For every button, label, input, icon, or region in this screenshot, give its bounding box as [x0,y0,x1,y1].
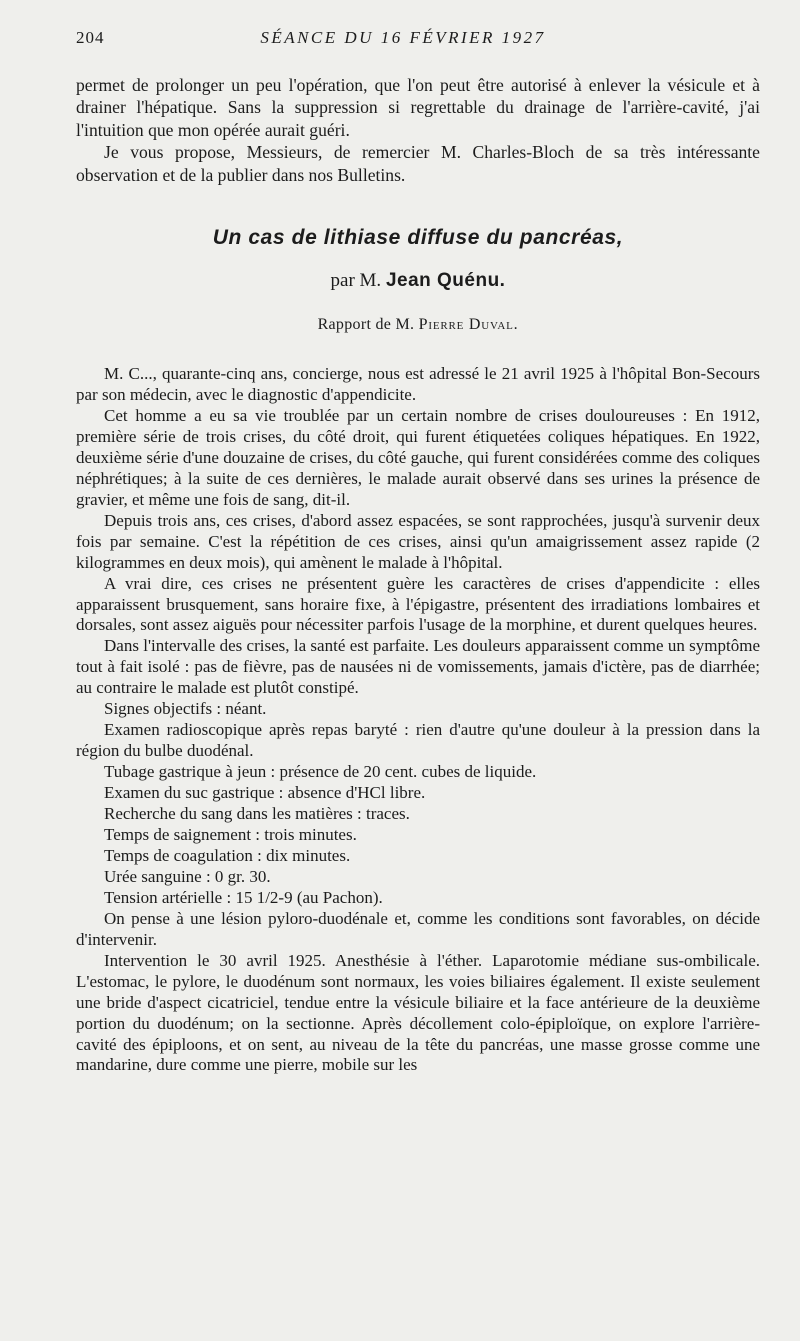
running-head-title: SÉANCE DU 16 FÉVRIER 1927 [260,28,546,47]
paragraph: Depuis trois ans, ces crises, d'abord assez espacées, se sont rapprochées, jusqu'à survenir deux fois par semaine. C'est la répétition de ces crises, ainsi qu'un amaigrissement assez rapide (2 kilogrammes en deux mois), qui amènent le malade à l'hôpital. [76,510,760,572]
paragraph: Intervention le 30 avril 1925. Anesthésie à l'éther. Laparotomie médiane sus-ombilicale. L'estomac, le pylore, le duodénum sont normaux, les voies biliaires également. Il existe seulement une bride d'aspect cicatriciel, tendue entre la vésicule biliaire et la face antérieure de la deuxième portion du duodénum; on la sectionne. Après décollement colo-épiploïque, on explore l'arrière-cavité des épiploons, et on sent, au niveau de la tête du pancréas, une masse grosse comme une mandarine, dure comme une pierre, mobile sur les [76,950,760,1075]
byline [76,270,760,292]
paragraph: permet de prolonger un peu l'opération, que l'on peut être autorisé à enlever la vésicule et à drainer l'hépatique. Sans la suppression si regrettable du drainage de l'arrière-cavité, j'ai l'intuition que mon opérée aurait guéri. [76,75,760,140]
reporter-name: Pierre Duval. [418,316,519,334]
paragraph: Je vous propose, Messieurs, de remercier M. Charles-Bloch de sa très intéressante observation et de la publier dans nos Bulletins. [76,142,760,185]
paragraph: Examen radioscopique après repas baryté : rien d'autre qu'une douleur à la pression dans la région du bulbe duodénal. [76,720,760,761]
paragraph: On pense à une lésion pyloro-duodénale et, comme les conditions sont favorables, on décide d'intervenir. [76,908,760,949]
paragraph: Dans l'intervalle des crises, la santé est parfaite. Les douleurs apparaissent comme un symptôme tout à fait isolé : pas de fièvre, pas de nausées ni de vomissements, jamais d'ictère, pas de diarrhée; au contraire le malade est plutôt constipé. [76,636,760,698]
page-number: 204 [76,28,105,47]
article-body [76,364,760,1076]
paragraph: A vrai dire, ces crises ne présentent guère les caractères de crises d'appendicite : elles apparaissent brusquement, sans horaire fixe, à l'épigastre, présentent des irradiations lombaires et dorsales, sont assez aiguës pour nécessiter parfois l'usage de la morphine, et durent quelques heures. [76,573,760,635]
paragraph: M. C..., quarante-cinq ans, concierge, nous est adressé le 21 avril 1925 à l'hôpital Bon-Secours par son médecin, avec le diagnostic d'appendicite. [76,364,760,404]
author-name: Jean Quénu. [385,270,506,292]
article-title: Un cas de lithiase diffuse du pancréas, [212,226,624,250]
byline-prefix: par M. [330,270,382,292]
paragraph: Urée sanguine : 0 gr. 30. [104,866,271,886]
intro-text [76,74,760,186]
paragraph: Tension artérielle : 15 1/2-9 (au Pachon). [104,887,383,907]
paragraph: Tubage gastrique à jeun : présence de 20 cent. cubes de liquide. [104,762,537,782]
running-head [76,28,760,54]
paragraph: Recherche du sang dans les matières : traces. [104,804,410,824]
paragraph: Cet homme a eu sa vie troublée par un certain nombre de crises douloureuses : En 1912, première série de trois crises, du côté droit, qui furent étiquetées coliques hépatiques. En 1922, deuxième série d'une douzaine de crises, du côté gauche, qui furent considérées comme des coliques néphrétiques; à la suite de ces dernières, le malade aurait observé dans ses urines la présence de gravier, et même une fois de sang, dit-il. [76,405,760,509]
report-line [76,316,760,334]
paragraph: Signes objectifs : néant. [104,699,267,719]
report-prefix: Rapport de M. [317,316,415,334]
paragraph: Examen du suc gastrique : absence d'HCl libre. [104,783,426,803]
paragraph: Temps de saignement : trois minutes. [104,825,357,844]
paragraph: Temps de coagulation : dix minutes. [104,845,351,865]
